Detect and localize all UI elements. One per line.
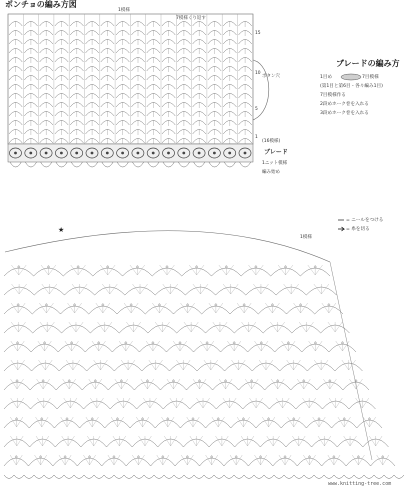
lower-fan-rib bbox=[256, 398, 263, 408]
lower-fan-rib bbox=[193, 284, 201, 294]
lower-fan-rib bbox=[273, 436, 279, 446]
braid-center bbox=[45, 152, 48, 155]
braid-step: (第1目と第6目・各々編み1目) bbox=[320, 84, 383, 89]
lower-fan-rib bbox=[344, 436, 350, 446]
lower-fan-rib bbox=[42, 284, 50, 294]
lower-fan-rib bbox=[211, 360, 218, 370]
lower-fan-rib bbox=[164, 436, 170, 446]
braid-loop bbox=[163, 162, 174, 167]
braid-step: 2段めホーク巻を入れる bbox=[320, 102, 369, 107]
lower-fan-rib bbox=[44, 398, 51, 408]
lower-fan-rib bbox=[134, 322, 141, 332]
lower-fan-rib bbox=[119, 436, 125, 446]
lower-fan-rib bbox=[278, 322, 285, 332]
legend-item-attach: = ニールをつける bbox=[346, 218, 384, 223]
braid-loop bbox=[209, 162, 220, 167]
braid-center bbox=[228, 152, 231, 155]
braid-loop bbox=[71, 162, 82, 167]
lower-fan-rib bbox=[11, 322, 18, 332]
braid-center bbox=[29, 152, 32, 155]
lower-fan-rib bbox=[11, 360, 18, 370]
bottom-scalloped-edge bbox=[4, 475, 404, 479]
lower-fan-rib bbox=[102, 284, 110, 294]
repeat-note-label: 7模様くり返す bbox=[176, 16, 206, 21]
lower-fan-rib bbox=[110, 284, 118, 294]
legend-item-cut: = 糸を切る bbox=[346, 227, 370, 232]
braid-center bbox=[75, 152, 78, 155]
star-icon: ★ bbox=[58, 226, 65, 234]
lower-fan-rib bbox=[162, 322, 169, 332]
lower-fan-rib bbox=[249, 398, 256, 408]
lower-fan-rib bbox=[241, 436, 247, 446]
button-hole-label: ボタン穴 bbox=[262, 74, 280, 79]
page-title: ポンチョの編み方図 bbox=[5, 0, 77, 9]
braid-center bbox=[91, 152, 94, 155]
start-note-label: 編み始め bbox=[262, 170, 280, 175]
cut-yarn-icon bbox=[338, 227, 344, 231]
braid-step: 1目め bbox=[320, 75, 333, 80]
lower-fan-rib bbox=[156, 360, 163, 370]
lower-fan-rib bbox=[90, 398, 97, 408]
lower-fan-rib bbox=[276, 398, 283, 408]
lower-fan-rib bbox=[231, 284, 239, 294]
braid-center bbox=[106, 152, 109, 155]
lower-fan-rib bbox=[291, 284, 299, 294]
braid-loop bbox=[87, 162, 98, 167]
lower-fan-rib bbox=[80, 284, 88, 294]
braid-center bbox=[244, 152, 247, 155]
lower-fan-rib bbox=[184, 322, 191, 332]
lower-fan-rib bbox=[309, 398, 316, 408]
lower-fan-rib bbox=[183, 360, 190, 370]
lower-fan-rib bbox=[76, 322, 83, 332]
lower-fan-rib bbox=[12, 284, 20, 294]
lower-fan-rib bbox=[261, 284, 269, 294]
lower-fan-rib bbox=[328, 322, 335, 332]
lower-fan-rib bbox=[70, 398, 77, 408]
lower-fan-rib bbox=[121, 360, 128, 370]
lower-fan-rib bbox=[267, 436, 273, 446]
braid-center bbox=[60, 152, 63, 155]
braid-loop bbox=[224, 162, 235, 167]
lower-fan-rib bbox=[335, 322, 342, 332]
lower-fan-rib bbox=[270, 322, 277, 332]
lower-fan-rib bbox=[222, 436, 228, 446]
braid-instructions-title: ブレードの編み方 bbox=[336, 59, 400, 68]
braid-center bbox=[198, 152, 201, 155]
lower-fan-rib bbox=[155, 322, 162, 332]
lower-fan-rib bbox=[37, 398, 44, 408]
pattern-repeat-label: 1模様 bbox=[118, 8, 130, 13]
lower-fan-rib bbox=[287, 360, 294, 370]
braid-loop bbox=[41, 162, 52, 167]
lower-fan-rib bbox=[170, 398, 177, 408]
lower-fan-rib bbox=[306, 322, 313, 332]
lower-fan-rib bbox=[196, 398, 203, 408]
lower-fan-rib bbox=[204, 360, 211, 370]
lower-fan-rib bbox=[176, 360, 183, 370]
lower-fan-rib bbox=[259, 360, 266, 370]
lower-chart-right-edge bbox=[330, 262, 372, 460]
lower-fan-rib bbox=[69, 322, 76, 332]
row-number: 10 bbox=[255, 71, 261, 76]
lower-fan-rib bbox=[49, 284, 57, 294]
lower-fan-rib bbox=[292, 436, 298, 446]
lower-fan-rib bbox=[238, 360, 245, 370]
lower-fan-rib bbox=[203, 398, 210, 408]
lower-fan-rib bbox=[72, 284, 80, 294]
braid-center bbox=[167, 152, 170, 155]
lower-fan-rib bbox=[38, 360, 45, 370]
lower-fan-rib bbox=[232, 360, 239, 370]
braid-loop bbox=[240, 162, 251, 167]
lower-fan-rib bbox=[318, 436, 324, 446]
lower-fan-rib bbox=[66, 360, 73, 370]
lower-fan-rib bbox=[10, 436, 16, 446]
lower-fan-rib bbox=[314, 284, 322, 294]
braid-center bbox=[213, 152, 216, 155]
lower-fan-rib bbox=[321, 284, 329, 294]
lower-fan-rib bbox=[94, 360, 101, 370]
braid-center bbox=[152, 152, 155, 155]
lower-fan-rib bbox=[362, 398, 369, 408]
lower-fan-rib bbox=[128, 360, 135, 370]
lower-fan-rib bbox=[143, 398, 150, 408]
lower-fan-rib bbox=[123, 398, 130, 408]
lower-fan-rib bbox=[248, 436, 254, 446]
watermark: www.knitting-tree.com bbox=[328, 481, 392, 487]
lower-fan-rib bbox=[376, 436, 382, 446]
lower-fan-rib bbox=[303, 398, 310, 408]
row-number: 1 bbox=[255, 135, 258, 140]
lower-fan-rib bbox=[18, 322, 25, 332]
braid-center bbox=[182, 152, 185, 155]
lower-fan-rib bbox=[283, 398, 290, 408]
braid-loop bbox=[148, 162, 159, 167]
lower-fan-rib bbox=[299, 436, 305, 446]
lower-fan-rib bbox=[215, 436, 221, 446]
lower-fan-rib bbox=[249, 322, 256, 332]
lower-fan-rib bbox=[329, 398, 336, 408]
lower-fan-rib bbox=[11, 398, 18, 408]
braid-swatch-icon bbox=[341, 74, 361, 80]
lower-fan-rib bbox=[132, 284, 140, 294]
lower-fan-rib bbox=[299, 322, 306, 332]
lower-fan-rib bbox=[101, 360, 108, 370]
lower-fan-rib bbox=[190, 436, 196, 446]
braid-loop bbox=[117, 162, 128, 167]
lower-fan-rib bbox=[64, 398, 71, 408]
lower-fan-rib bbox=[68, 436, 74, 446]
lower-fan-rib bbox=[17, 436, 23, 446]
lower-fan-rib bbox=[163, 284, 171, 294]
lower-fan-rib bbox=[284, 284, 292, 294]
lower-fan-rib bbox=[223, 284, 231, 294]
lower-fan-rib bbox=[126, 322, 133, 332]
lower-pattern-label: 1模様 bbox=[300, 235, 312, 240]
lower-fan-rib bbox=[97, 398, 104, 408]
lower-fan-rib bbox=[369, 436, 375, 446]
motif-count-label: (16模様) bbox=[262, 139, 281, 144]
lower-fan-rib bbox=[349, 360, 356, 370]
lower-fan-rib bbox=[105, 322, 112, 332]
braid-center bbox=[137, 152, 140, 155]
braid-step: 3段めホーク巻を入れる bbox=[320, 111, 369, 116]
lower-fan-rib bbox=[213, 322, 220, 332]
lower-fan-rib bbox=[220, 322, 227, 332]
lower-fan-rib bbox=[266, 360, 273, 370]
lower-fan-rib bbox=[73, 360, 80, 370]
braid-loop bbox=[25, 162, 36, 167]
lower-fan-rib bbox=[47, 322, 54, 332]
lower-fan-rib bbox=[145, 436, 151, 446]
row-number: 15 bbox=[255, 31, 261, 36]
lower-fan-rib bbox=[200, 284, 208, 294]
lower-chart-top-edge bbox=[5, 231, 330, 262]
lower-fan-rib bbox=[342, 360, 349, 370]
braid-loop bbox=[102, 162, 113, 167]
lower-fan-rib bbox=[321, 360, 328, 370]
lower-fan-rib bbox=[350, 436, 356, 446]
lower-fan-rib bbox=[171, 436, 177, 446]
lower-fan-rib bbox=[230, 398, 237, 408]
braid-step: 7目模様作る bbox=[320, 93, 346, 98]
lower-fan-rib bbox=[314, 360, 321, 370]
lower-fan-rib bbox=[196, 436, 202, 446]
row-number: 5 bbox=[255, 107, 258, 112]
lower-fan-rib bbox=[98, 322, 105, 332]
lower-fan-rib bbox=[170, 284, 178, 294]
lower-fan-rib bbox=[324, 436, 330, 446]
braid-loop bbox=[56, 162, 67, 167]
lower-fan-rib bbox=[149, 360, 156, 370]
lower-fan-rib bbox=[40, 322, 47, 332]
lower-fan-rib bbox=[150, 398, 157, 408]
lower-fan-rib bbox=[242, 322, 249, 332]
braid-label: ブレード bbox=[264, 149, 288, 156]
lower-fan-rib bbox=[191, 322, 198, 332]
lower-fan-rib bbox=[18, 360, 25, 370]
braid-center bbox=[121, 152, 124, 155]
lower-fan-rib bbox=[62, 436, 68, 446]
lower-fan-rib bbox=[94, 436, 100, 446]
lower-fan-rib bbox=[19, 284, 27, 294]
lower-fan-rib bbox=[113, 436, 119, 446]
lower-fan-rib bbox=[42, 436, 48, 446]
lower-fan-rib bbox=[253, 284, 261, 294]
braid-loop bbox=[178, 162, 189, 167]
lower-fan-rib bbox=[17, 398, 24, 408]
lower-fan-rib bbox=[176, 398, 183, 408]
lower-fan-rib bbox=[45, 360, 52, 370]
braid-loop bbox=[194, 162, 205, 167]
lower-fan-rib bbox=[294, 360, 301, 370]
braid-center bbox=[14, 152, 17, 155]
lower-fan-rib bbox=[87, 436, 93, 446]
lower-fan-rib bbox=[223, 398, 230, 408]
braid-loop bbox=[132, 162, 143, 167]
start-mark-label: 1ニット模様 bbox=[262, 161, 288, 166]
lower-fan-rib bbox=[140, 284, 148, 294]
lower-fan-rib bbox=[117, 398, 124, 408]
lower-fan-rib bbox=[336, 398, 343, 408]
lower-fan-rib bbox=[139, 436, 145, 446]
braid-loop bbox=[10, 162, 21, 167]
lower-fan-rib bbox=[36, 436, 42, 446]
braid-motif-count: 7目模様 bbox=[362, 75, 379, 80]
